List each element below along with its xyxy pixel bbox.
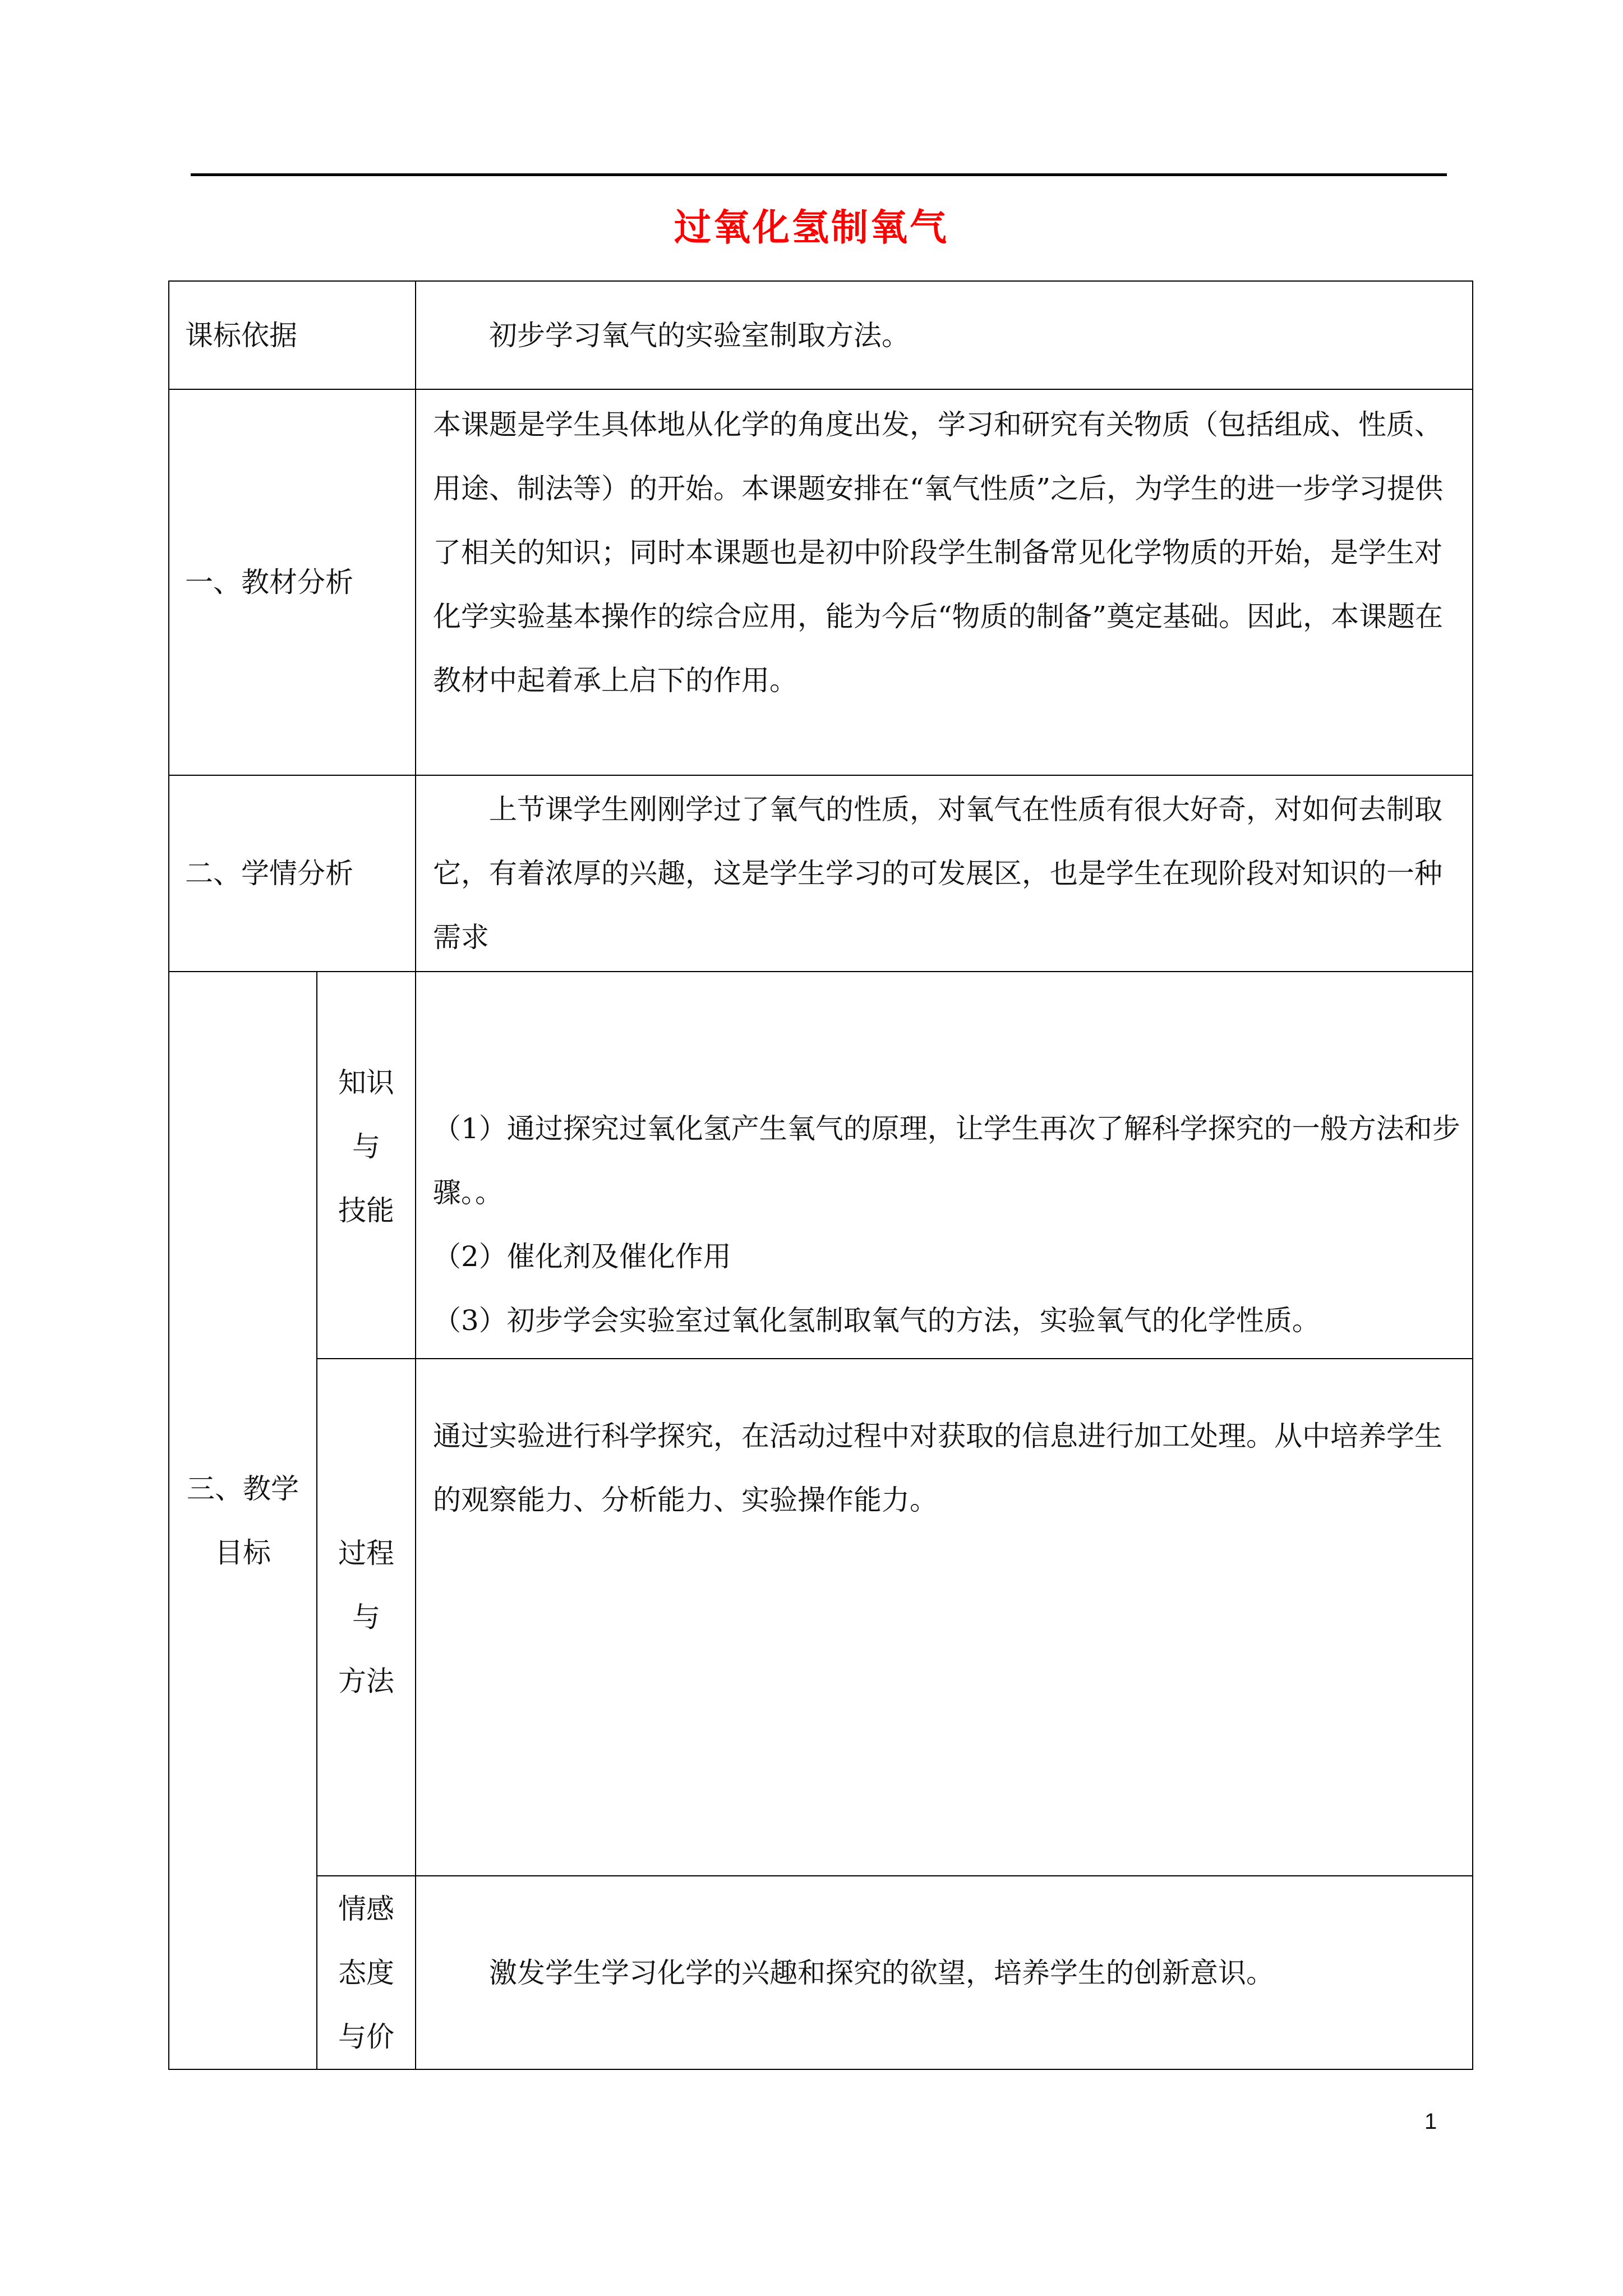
curriculum-label: 课标依据 xyxy=(169,281,416,389)
row-goals-process xyxy=(169,1359,1473,1876)
emotion-label-line1: 情感 xyxy=(338,1892,394,1925)
process-label-line1: 过程 xyxy=(338,1537,394,1570)
textbook-label: 一、教材分析 xyxy=(169,389,416,775)
goals-label xyxy=(169,972,317,2069)
students-content: 上节课学生刚刚学过了氧气的性质，对氧气在性质有很大好奇，对如何去制取它，有着浓厚的兴趣，这是学生学习的可发展区，也是学生在现阶段对知识的一种需求 xyxy=(416,775,1473,972)
page-number: 1 xyxy=(1424,2109,1437,2134)
emotion-label-line2: 态度 xyxy=(338,1956,394,1989)
row-goals-knowledge xyxy=(169,972,1473,1359)
row-textbook xyxy=(169,389,1473,775)
header-rule xyxy=(191,173,1447,176)
emotion-content: 激发学生学习化学的兴趣和探究的欲望，培养学生的创新意识。 xyxy=(416,1876,1473,2069)
knowledge-item-3: （3）初步学会实验室过氧化氢制取氧气的方法，实验氧气的化学性质。 xyxy=(433,1304,1320,1337)
row-goals-emotion xyxy=(169,1876,1473,2069)
textbook-content: 本课题是学生具体地从化学的角度出发，学习和研究有关物质（包括组成、性质、用途、制法等）的开始。本课题安排在“氧气性质”之后，为学生的进一步学习提供了相关的知识；同时本课题也是初中阶段学生制备常见化学物质的开始，是学生对化学实验基本操作的综合应用，能为今后“物质的制备”奠定基础。因此，本课题在教材中起着承上启下的作用。 xyxy=(416,389,1473,775)
emotion-label xyxy=(317,1876,416,2069)
knowledge-content xyxy=(416,972,1473,1359)
students-label: 二、学情分析 xyxy=(169,775,416,972)
goals-label-line2: 目标 xyxy=(215,1536,271,1569)
document-title: 过氧化氢制氧气 xyxy=(674,205,949,249)
process-label xyxy=(317,1359,416,1876)
lesson-plan-table xyxy=(168,280,1473,2070)
knowledge-item-2: （2）催化剂及催化作用 xyxy=(433,1240,731,1273)
process-label-line3: 方法 xyxy=(338,1665,394,1697)
curriculum-content: 初步学习氧气的实验室制取方法。 xyxy=(416,281,1473,389)
goals-label-line1: 三、教学 xyxy=(187,1472,299,1505)
knowledge-label-line2: 与 xyxy=(352,1130,380,1163)
knowledge-item-1: （1）通过探究过氧化氢产生氧气的原理，让学生再次了解科学探究的一般方法和步骤。。 xyxy=(433,1112,1460,1209)
row-students xyxy=(169,775,1473,972)
knowledge-label xyxy=(317,972,416,1359)
knowledge-label-line1: 知识 xyxy=(338,1066,394,1099)
process-content: 通过实验进行科学探究，在活动过程中对获取的信息进行加工处理。从中培养学生的观察能力、分析能力、实验操作能力。 xyxy=(416,1359,1473,1876)
row-curriculum xyxy=(169,281,1473,389)
knowledge-label-line3: 技能 xyxy=(338,1194,394,1227)
process-label-line2: 与 xyxy=(352,1601,380,1634)
emotion-label-line3: 与价 xyxy=(338,2020,394,2053)
